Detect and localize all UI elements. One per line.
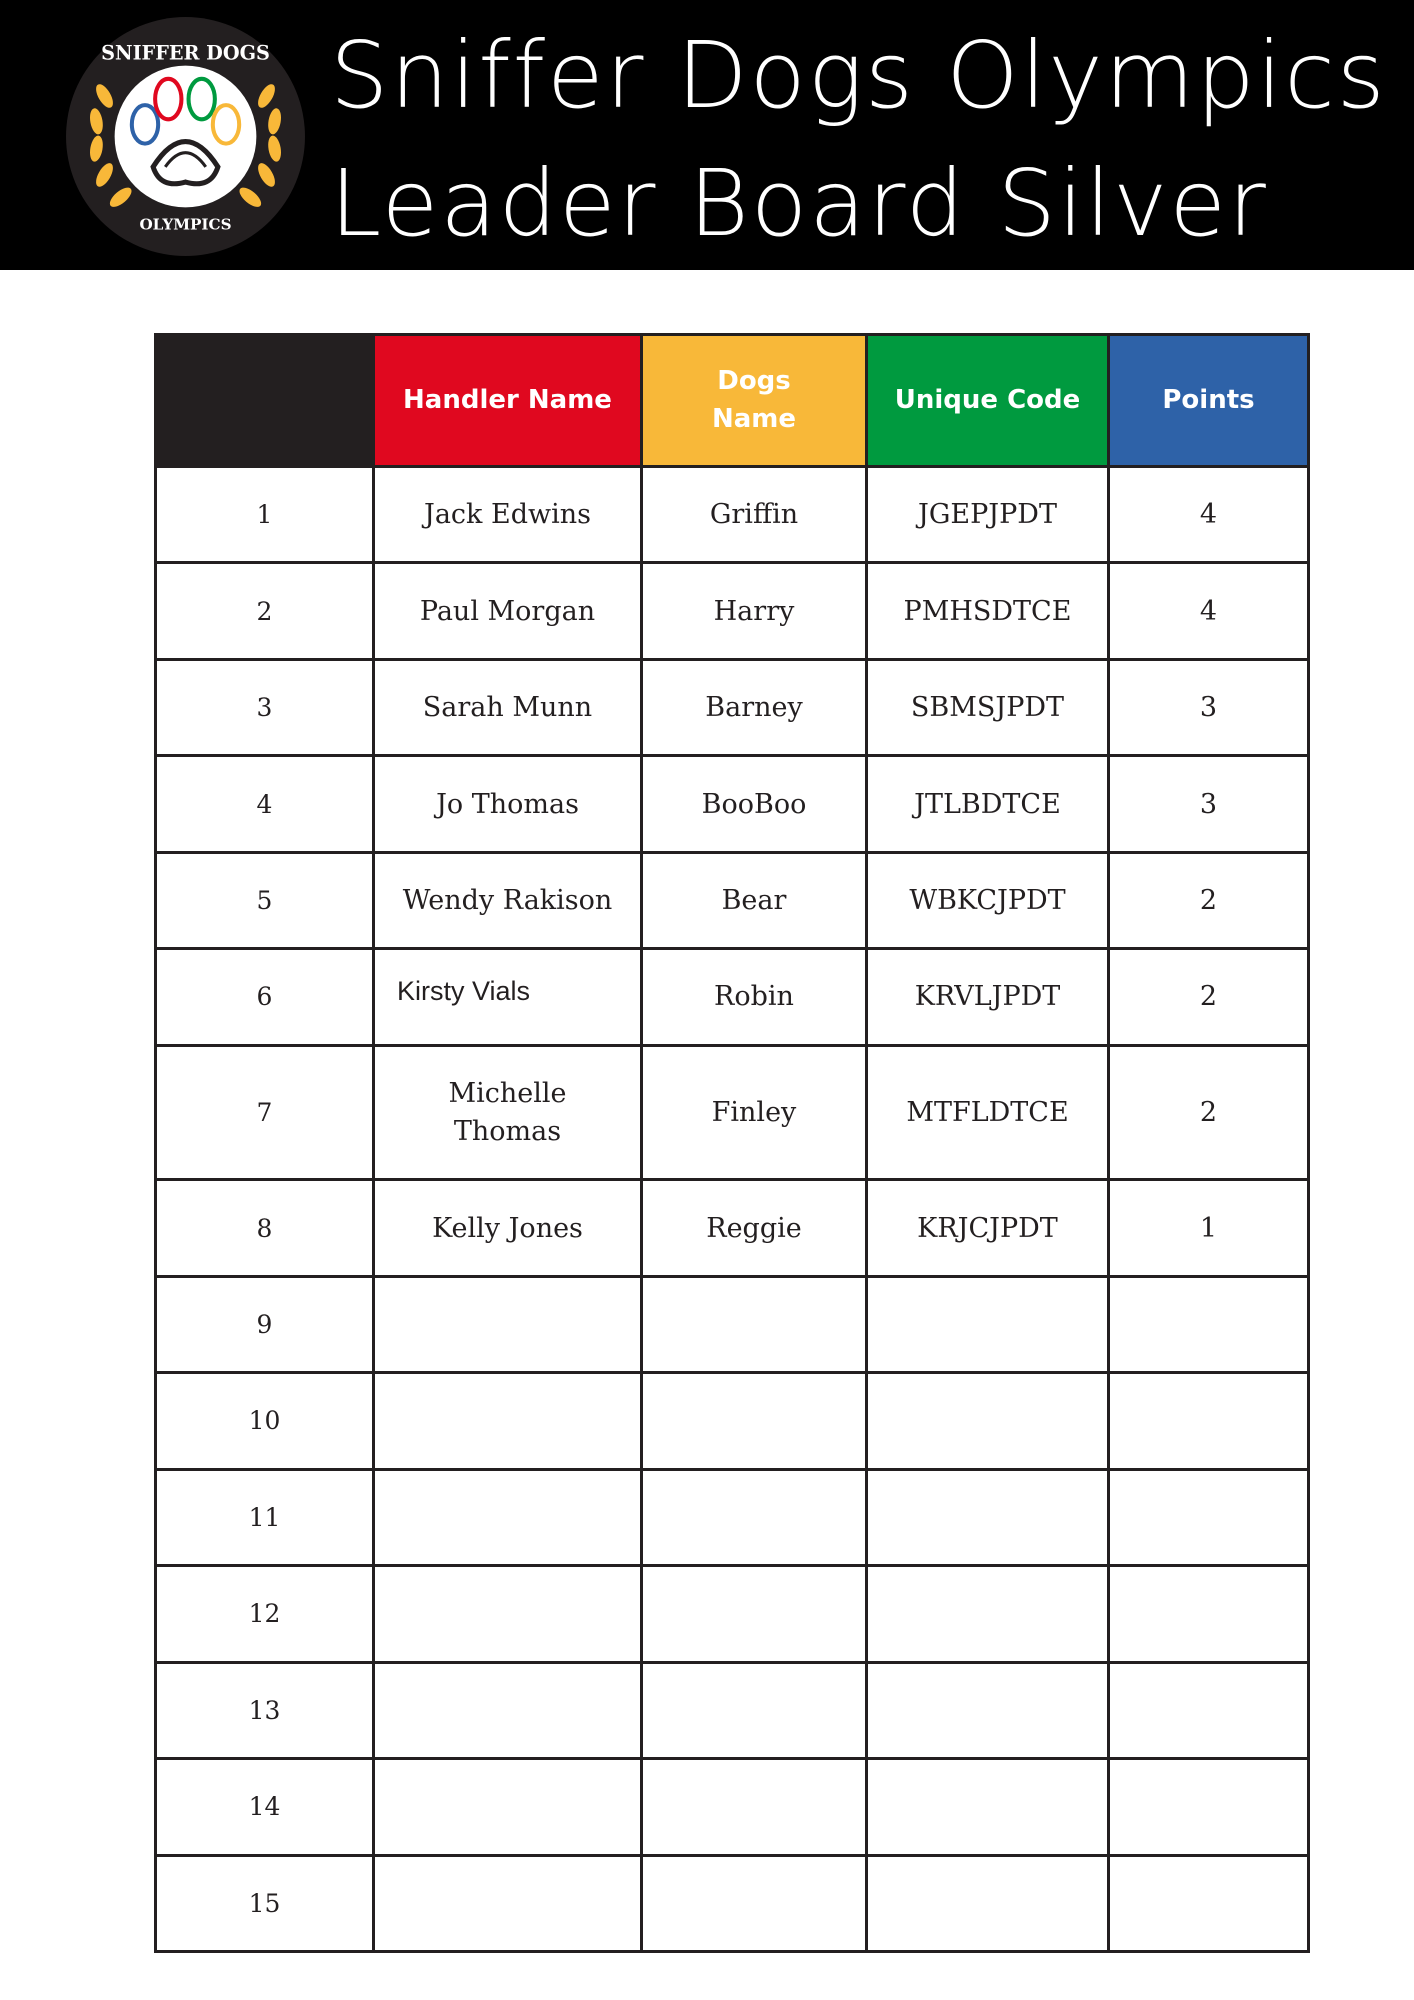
- rank-cell: 8: [156, 1180, 374, 1276]
- handler-cell: Jack Edwins: [374, 467, 642, 563]
- handler-text: Kirsty Vials: [397, 976, 531, 1007]
- table-row: [156, 659, 1309, 755]
- header-banner: [0, 0, 1414, 270]
- dog-cell: Harry: [642, 563, 867, 659]
- code-cell: KRJCJPDT: [867, 1180, 1109, 1276]
- dog-cell: [642, 1855, 867, 1951]
- handler-cell: [374, 949, 642, 1045]
- points-cell: 4: [1109, 563, 1309, 659]
- sniffer-dogs-olympics-logo: [64, 15, 307, 258]
- points-cell: [1109, 1566, 1309, 1662]
- logo-bottom-text: OLYMPICS: [139, 215, 232, 234]
- header-points: Points: [1109, 335, 1309, 467]
- handler-cell: [374, 1566, 642, 1662]
- points-cell: [1109, 1276, 1309, 1372]
- dog-cell: Barney: [642, 659, 867, 755]
- code-cell: [867, 1566, 1109, 1662]
- points-cell: 3: [1109, 756, 1309, 852]
- handler-cell: [374, 1759, 642, 1855]
- handler-cell: Paul Morgan: [374, 563, 642, 659]
- header-unique-code: Unique Code: [867, 335, 1109, 467]
- table-row: [156, 1469, 1309, 1565]
- code-cell: [867, 1662, 1109, 1758]
- code-cell: [867, 1276, 1109, 1372]
- handler-cell: Michelle Thomas: [374, 1045, 642, 1180]
- rank-cell: 14: [156, 1759, 374, 1855]
- header-rank-cell: [156, 335, 374, 467]
- points-cell: 4: [1109, 467, 1309, 563]
- code-cell: MTFLDTCE: [867, 1045, 1109, 1180]
- handler-cell: [374, 1662, 642, 1758]
- rank-cell: 5: [156, 852, 374, 948]
- code-cell: KRVLJPDT: [867, 949, 1109, 1045]
- code-cell: JTLBDTCE: [867, 756, 1109, 852]
- logo-top-text: SNIFFER DOGS: [101, 41, 270, 65]
- handler-cell: [374, 1855, 642, 1951]
- handler-cell: Wendy Rakison: [374, 852, 642, 948]
- dog-cell: Robin: [642, 949, 867, 1045]
- points-cell: 2: [1109, 852, 1309, 948]
- dog-cell: Reggie: [642, 1180, 867, 1276]
- rank-cell: 2: [156, 563, 374, 659]
- table-row: [156, 1373, 1309, 1469]
- handler-cell: Kelly Jones: [374, 1180, 642, 1276]
- points-cell: 2: [1109, 949, 1309, 1045]
- points-cell: 3: [1109, 659, 1309, 755]
- handler-cell: Sarah Munn: [374, 659, 642, 755]
- table-row: [156, 1566, 1309, 1662]
- points-cell: 1: [1109, 1180, 1309, 1276]
- code-cell: [867, 1469, 1109, 1565]
- table-row: [156, 852, 1309, 948]
- dog-cell: BooBoo: [642, 756, 867, 852]
- dog-cell: [642, 1469, 867, 1565]
- header-handler-name: Handler Name: [374, 335, 642, 467]
- table-row: [156, 949, 1309, 1045]
- code-cell: SBMSJPDT: [867, 659, 1109, 755]
- rank-cell: 6: [156, 949, 374, 1045]
- table-header-row: [156, 335, 1309, 467]
- rank-cell: 13: [156, 1662, 374, 1758]
- rank-cell: 7: [156, 1045, 374, 1180]
- table-row: [156, 1759, 1309, 1855]
- points-cell: [1109, 1662, 1309, 1758]
- table-row: [156, 1855, 1309, 1951]
- handler-cell: [374, 1469, 642, 1565]
- table-row: [156, 756, 1309, 852]
- points-cell: [1109, 1759, 1309, 1855]
- rank-cell: 12: [156, 1566, 374, 1662]
- points-cell: [1109, 1855, 1309, 1951]
- table-row: [156, 1276, 1309, 1372]
- code-cell: [867, 1759, 1109, 1855]
- page-title-line-2: Leader Board Silver: [330, 150, 1268, 257]
- code-cell: PMHSDTCE: [867, 563, 1109, 659]
- dog-cell: [642, 1566, 867, 1662]
- dog-cell: [642, 1662, 867, 1758]
- table-row: [156, 1045, 1309, 1180]
- rank-cell: 4: [156, 756, 374, 852]
- rank-cell: 15: [156, 1855, 374, 1951]
- code-cell: [867, 1855, 1109, 1951]
- handler-cell: Jo Thomas: [374, 756, 642, 852]
- table-row: [156, 467, 1309, 563]
- handler-cell: [374, 1276, 642, 1372]
- points-cell: [1109, 1373, 1309, 1469]
- dog-cell: [642, 1276, 867, 1372]
- rank-cell: 9: [156, 1276, 374, 1372]
- dog-cell: Finley: [642, 1045, 867, 1180]
- header-dogs-name: Dogs Name: [642, 335, 867, 467]
- code-cell: WBKCJPDT: [867, 852, 1109, 948]
- dog-cell: [642, 1373, 867, 1469]
- points-cell: [1109, 1469, 1309, 1565]
- dog-cell: Griffin: [642, 467, 867, 563]
- handler-cell: [374, 1373, 642, 1469]
- table-row: [156, 563, 1309, 659]
- dog-cell: Bear: [642, 852, 867, 948]
- leaderboard-table: [154, 333, 1310, 1953]
- rank-cell: 3: [156, 659, 374, 755]
- code-cell: [867, 1373, 1109, 1469]
- rank-cell: 10: [156, 1373, 374, 1469]
- code-cell: JGEPJPDT: [867, 467, 1109, 563]
- points-cell: 2: [1109, 1045, 1309, 1180]
- dog-cell: [642, 1759, 867, 1855]
- table-row: [156, 1662, 1309, 1758]
- rank-cell: 1: [156, 467, 374, 563]
- table-row: [156, 1180, 1309, 1276]
- rank-cell: 11: [156, 1469, 374, 1565]
- page-title-line-1: Sniffer Dogs Olympics: [330, 22, 1387, 129]
